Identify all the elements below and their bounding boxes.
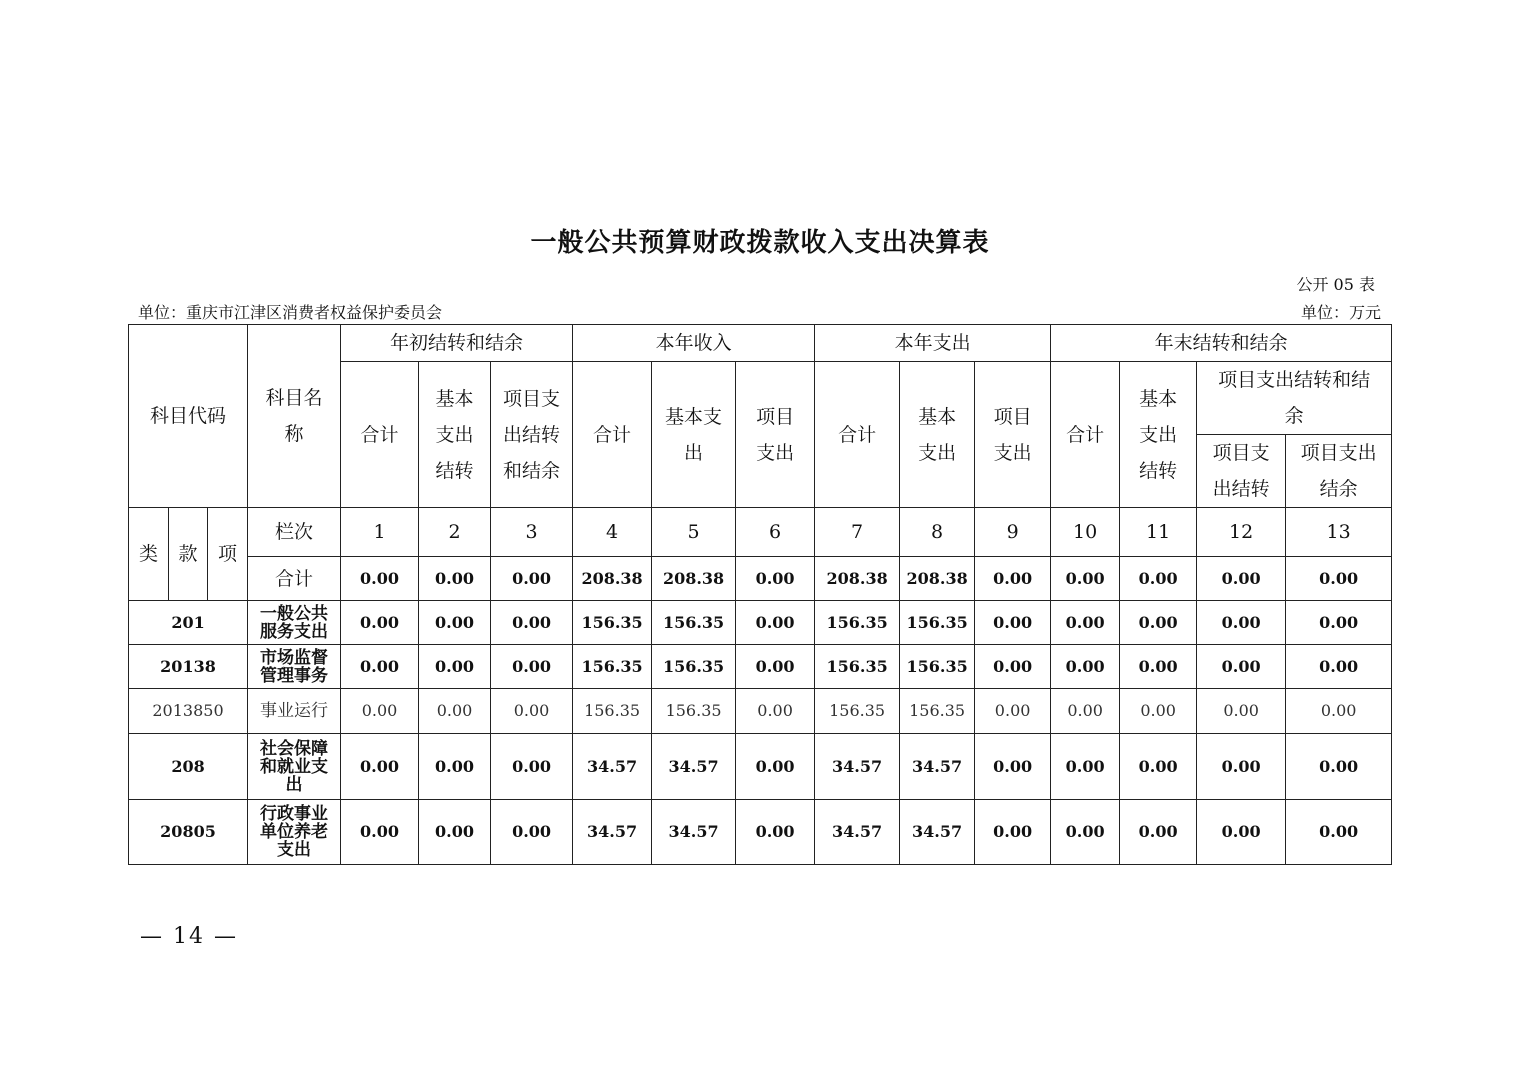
header-begin-total: 合计 [341,362,419,508]
header-income-total: 合计 [573,362,652,508]
table-cell: 156.35 [573,601,652,645]
col-number-11: 11 [1120,508,1197,557]
unit-organization: 单位：重庆市江津区消费者权益保护委员会 [138,303,443,322]
table-cell: 34.57 [652,800,736,865]
table-cell: 0.00 [419,689,491,734]
table-cell: 0.00 [419,800,491,865]
table-cell: 0.00 [1120,601,1197,645]
table-cell: 34.57 [815,734,900,800]
table-cell: 0.00 [419,734,491,800]
header-group-end: 年末结转和结余 [1051,325,1392,362]
table-cell: 0.00 [736,689,815,734]
table-cell: 0.00 [491,734,573,800]
table-cell: 0.00 [1120,645,1197,689]
row-name: 事业运行 [248,689,341,734]
table-cell: 0.00 [341,645,419,689]
table-cell: 156.35 [652,601,736,645]
table-cell: 0.00 [491,601,573,645]
table-cell: 0.00 [1051,557,1120,601]
col-number-8: 8 [900,508,975,557]
table-cell: 208.38 [900,557,975,601]
table-cell: 0.00 [736,645,815,689]
table-cell: 34.57 [900,734,975,800]
table-cell: 0.00 [1197,734,1286,800]
header-code: 科目代码 [129,325,248,508]
table-cell: 0.00 [1120,689,1197,734]
unit-currency: 单位：万元 [1300,303,1381,322]
header-begin-basic-carry: 基本支出结转 [419,362,491,508]
col-number-3: 3 [491,508,573,557]
table-cell: 0.00 [1120,734,1197,800]
page-number: — 14 — [140,924,238,949]
table-cell: 0.00 [1120,800,1197,865]
table-cell: 156.35 [815,645,900,689]
table-cell: 0.00 [736,734,815,800]
table-cell: 0.00 [419,601,491,645]
header-end-total: 合计 [1051,362,1120,508]
form-code: 公开 05 表 [1296,275,1375,294]
table-cell: 0.00 [1286,800,1392,865]
row-code: 2013850 [129,689,248,734]
table-cell: 0.00 [1120,557,1197,601]
header-end-project-group: 项目支出结转和结余 [1197,362,1392,435]
document-title: 一般公共预算财政拨款收入支出决算表 [530,228,990,258]
table-row [129,800,1392,865]
header-end-basic-carry: 基本支出结转 [1120,362,1197,508]
table-cell: 0.00 [1286,645,1392,689]
table-cell: 0.00 [975,557,1051,601]
table-row [129,601,1392,645]
header-begin-project-carry: 项目支出结转和结余 [491,362,573,508]
row-name: 社会保障和就业支出 [248,734,341,800]
table-row [129,689,1392,734]
budget-table [128,324,1392,865]
table-cell: 34.57 [573,734,652,800]
table-cell: 0.00 [491,689,573,734]
table-cell: 0.00 [975,800,1051,865]
table-cell: 0.00 [491,645,573,689]
total-row-label: 合计 [248,557,341,601]
col-number-7: 7 [815,508,900,557]
table-cell: 0.00 [419,645,491,689]
table-cell: 0.00 [736,557,815,601]
col-number-12: 12 [1197,508,1286,557]
col-number-1: 1 [341,508,419,557]
header-income-project: 项目支出 [736,362,815,508]
table-cell: 0.00 [1286,734,1392,800]
table-cell: 0.00 [975,689,1051,734]
table-cell: 34.57 [815,800,900,865]
table-cell: 0.00 [975,734,1051,800]
table-cell: 156.35 [900,689,975,734]
table-cell: 0.00 [1051,800,1120,865]
table-cell: 156.35 [900,645,975,689]
header-kuan: 款 [169,508,208,601]
header-expense-project: 项目支出 [975,362,1051,508]
col-number-10: 10 [1051,508,1120,557]
table-cell: 0.00 [736,800,815,865]
table-cell: 34.57 [652,734,736,800]
table-cell: 0.00 [1197,645,1286,689]
total-row [129,557,1392,601]
table-cell: 0.00 [1286,557,1392,601]
table-cell: 34.57 [900,800,975,865]
table-cell: 156.35 [815,689,900,734]
header-end-project-carry: 项目支出结转 [1197,435,1286,508]
table-cell: 0.00 [1197,601,1286,645]
table-cell: 0.00 [1051,734,1120,800]
table-cell: 0.00 [341,557,419,601]
table-cell: 0.00 [341,601,419,645]
table-cell: 156.35 [652,689,736,734]
table-cell: 156.35 [900,601,975,645]
header-expense-total: 合计 [815,362,900,508]
table-row [129,645,1392,689]
col-number-5: 5 [652,508,736,557]
table-cell: 156.35 [573,689,652,734]
table-cell: 0.00 [491,557,573,601]
table-cell: 0.00 [1197,800,1286,865]
row-name: 行政事业单位养老支出 [248,800,341,865]
header-income-basic: 基本支出 [652,362,736,508]
table-cell: 34.57 [573,800,652,865]
col-number-6: 6 [736,508,815,557]
table-cell: 0.00 [1051,601,1120,645]
header-lei: 类 [129,508,169,601]
header-lanci: 栏次 [248,508,341,557]
table-cell: 0.00 [736,601,815,645]
header-group-income: 本年收入 [573,325,815,362]
table-cell: 208.38 [652,557,736,601]
header-xiang: 项 [208,508,248,601]
row-code: 201 [129,601,248,645]
table-cell: 0.00 [1051,689,1120,734]
header-group-expense: 本年支出 [815,325,1051,362]
table-cell: 156.35 [815,601,900,645]
col-number-2: 2 [419,508,491,557]
table-cell: 0.00 [491,800,573,865]
table-cell: 156.35 [573,645,652,689]
table-cell: 0.00 [1197,689,1286,734]
row-name: 一般公共服务支出 [248,601,341,645]
table-cell: 0.00 [419,557,491,601]
table-cell: 0.00 [341,800,419,865]
table-cell: 0.00 [975,601,1051,645]
table-cell: 0.00 [1286,601,1392,645]
header-expense-basic: 基本支出 [900,362,975,508]
col-number-4: 4 [573,508,652,557]
table-cell: 0.00 [341,734,419,800]
row-code: 208 [129,734,248,800]
table-row [129,734,1392,800]
col-number-13: 13 [1286,508,1392,557]
header-end-project-balance: 项目支出结余 [1286,435,1392,508]
table-cell: 0.00 [975,645,1051,689]
table-cell: 208.38 [815,557,900,601]
table-cell: 0.00 [1286,689,1392,734]
header-name: 科目名称 [248,325,341,508]
header-group-begin: 年初结转和结余 [341,325,573,362]
row-code: 20805 [129,800,248,865]
row-name: 市场监督管理事务 [248,645,341,689]
col-number-9: 9 [975,508,1051,557]
table-cell: 0.00 [1197,557,1286,601]
table-cell: 0.00 [1051,645,1120,689]
row-code: 20138 [129,645,248,689]
table-cell: 156.35 [652,645,736,689]
table-cell: 208.38 [573,557,652,601]
table-cell: 0.00 [341,689,419,734]
